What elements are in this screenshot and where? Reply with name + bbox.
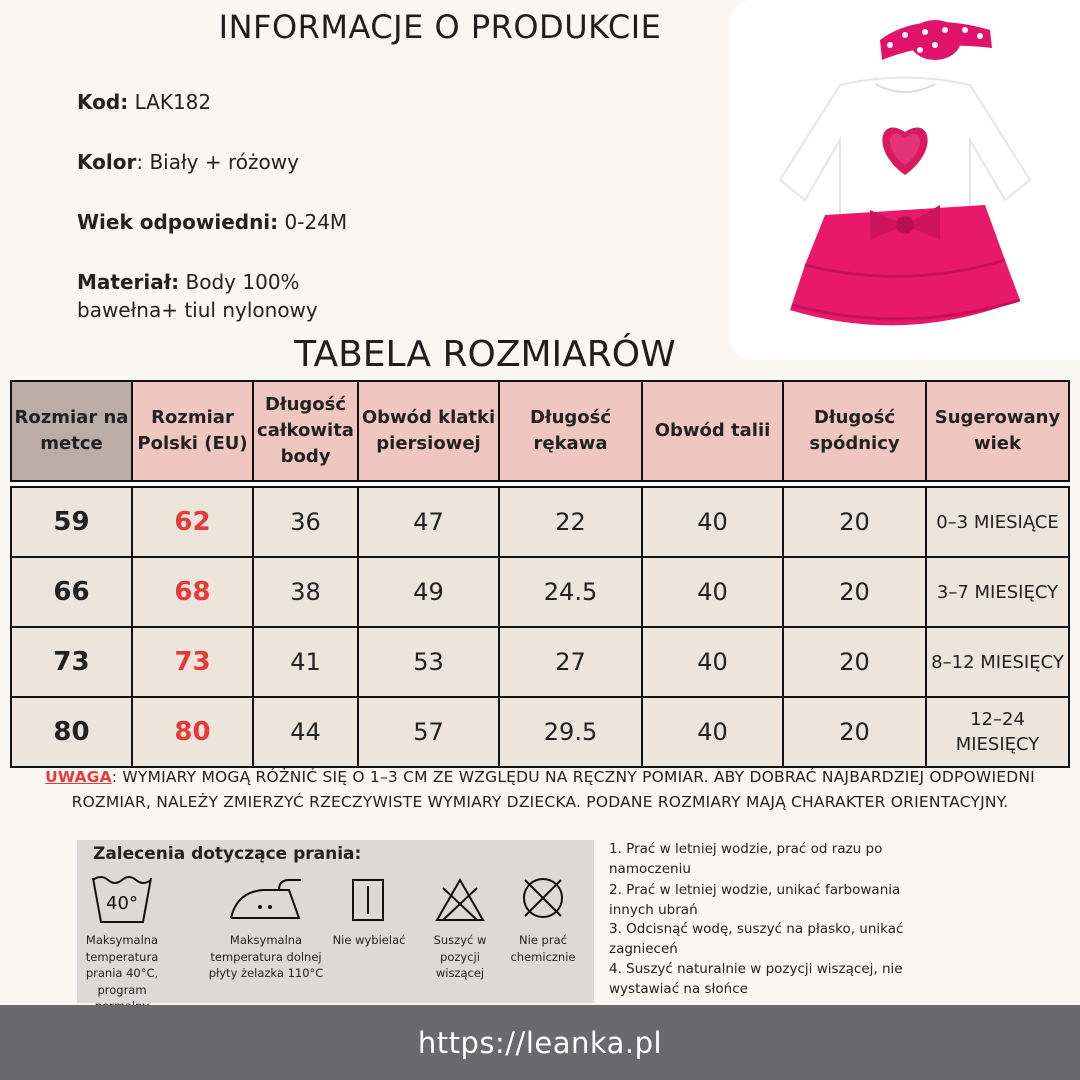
care-instructions: [609, 840, 929, 999]
wash-temp-text: 40°: [106, 893, 138, 914]
table-row: [11, 487, 1069, 557]
line-dry-icon: [435, 878, 485, 927]
col-header-sleeve: Długość rękawa: [499, 381, 642, 481]
cell-sleeve: 24.5: [499, 557, 642, 627]
wash-caption-2: Maksymalna temperatura dolnej płyty żelazka 110°C: [208, 933, 324, 980]
wash-40-icon: [91, 874, 153, 931]
size-table-header-row: [11, 381, 1069, 481]
table-row: [11, 627, 1069, 697]
col-header-body-length: Długość całkowita body: [253, 381, 358, 481]
care-item: 4. Suszyć naturalnie w pozycji wiszącej, nie wystawiać na słońce: [609, 961, 903, 997]
col-header-waist: Obwód talii: [642, 381, 783, 481]
iron-110-icon: [229, 874, 303, 931]
cell-skirt-length: 20: [783, 487, 926, 557]
note-line-1-text: : WYMIARY MOGĄ RÓŻNIĆ SIĘ O 1–3 CM ZE WZGLĘDU NA RĘCZNY POMIAR. ABY DOBRAĆ NAJBARDZIEJ ODPOWIEDNI: [111, 768, 1035, 786]
cell-body-length: 38: [253, 557, 358, 627]
cell-chest: 49: [358, 557, 499, 627]
product-material-value: Body 100% bawełna+ tiul nylonowy: [77, 270, 318, 322]
product-age-value: 0-24M: [284, 210, 348, 234]
cell-chest: 47: [358, 487, 499, 557]
product-color-value: : Biały + różowy: [136, 150, 299, 174]
cell-sleeve: 22: [499, 487, 642, 557]
wash-caption-4: Suszyć w pozycji wiszącej: [433, 933, 487, 980]
cell-waist: 40: [642, 487, 783, 557]
size-table: [10, 380, 1070, 768]
cell-skirt-length: 20: [783, 697, 926, 767]
product-color-label: Kolor: [77, 150, 137, 174]
product-info-title: INFORMACJE O PRODUKCIE: [218, 8, 662, 46]
cell-age: 12–24 MIESIĘCY: [926, 697, 1069, 767]
cell-body-length: 41: [253, 627, 358, 697]
cell-body-length: 44: [253, 697, 358, 767]
cell-polish-size: 80: [132, 697, 253, 767]
no-tumble-dry-icon: [351, 878, 385, 927]
no-dry-clean-icon: [521, 876, 565, 925]
product-code-value: LAK182: [134, 90, 212, 114]
cell-polish-size: 73: [132, 627, 253, 697]
cell-skirt-length: 20: [783, 557, 926, 627]
cell-polish-size: 68: [132, 557, 253, 627]
product-age-label: Wiek odpowiedni:: [77, 210, 279, 234]
cell-sleeve: 27: [499, 627, 642, 697]
product-code-label: Kod:: [77, 90, 129, 114]
cell-tag-size: 59: [11, 487, 132, 557]
col-header-age: Sugerowany wiek: [926, 381, 1069, 481]
wash-caption-5: Nie prać chemicznie: [510, 933, 576, 964]
cell-tag-size: 80: [11, 697, 132, 767]
footer: [0, 1005, 1080, 1080]
table-row: [11, 697, 1069, 767]
product-photo: [730, 0, 1080, 360]
cell-age: 3–7 MIESIĘCY: [926, 557, 1069, 627]
col-header-tag-size: Rozmiar na metce: [11, 381, 132, 481]
size-note-line-2: ROZMIAR, NALEŻY ZMIERZYĆ RZECZYWISTE WYMIARY DZIECKA. PODANE ROZMIARY MAJĄ CHARAKTER ORIENTACYJNY.: [71, 793, 1009, 811]
care-item: 1. Prać w letniej wodzie, prać od razu po namoczeniu: [609, 841, 883, 877]
col-header-skirt-length: Długość spódnicy: [783, 381, 926, 481]
cell-waist: 40: [642, 557, 783, 627]
product-age: [77, 210, 347, 234]
cell-age: 0–3 MIESIĄCE: [926, 487, 1069, 557]
size-note: [0, 765, 1080, 815]
cell-polish-size: 62: [132, 487, 253, 557]
cell-sleeve: 29.5: [499, 697, 642, 767]
cell-waist: 40: [642, 627, 783, 697]
cell-tag-size: 66: [11, 557, 132, 627]
wash-caption-3: Nie wybielać: [332, 933, 406, 947]
col-header-polish-size: Rozmiar Polski (EU): [132, 381, 253, 481]
footer-url-link[interactable]: https://leanka.pl: [417, 1025, 663, 1060]
product-material-label: Materiał:: [77, 270, 180, 294]
baby-outfit-illustration: [730, 0, 1080, 360]
product-color: [77, 150, 299, 174]
cell-body-length: 36: [253, 487, 358, 557]
table-row: [11, 557, 1069, 627]
cell-skirt-length: 20: [783, 627, 926, 697]
headband: [880, 20, 992, 60]
washing-panel: [77, 840, 594, 1003]
cell-chest: 57: [358, 697, 499, 767]
care-item: 2. Prać w letniej wodzie, unikać farbowania innych ubrań: [609, 882, 901, 918]
note-warning-label: UWAGA: [45, 768, 112, 786]
cell-tag-size: 73: [11, 627, 132, 697]
product-code: [77, 90, 211, 114]
product-material: [77, 268, 377, 324]
col-header-chest: Obwód klatki piersiowej: [358, 381, 499, 481]
tutu-skirt: [790, 205, 1020, 325]
washing-title: Zalecenia dotyczące prania:: [93, 844, 362, 864]
cell-age: 8–12 MIESIĘCY: [926, 627, 1069, 697]
cell-chest: 53: [358, 627, 499, 697]
care-item: 3. Odcisnąć wodę, suszyć na płasko, unikać zagnieceń: [609, 921, 904, 957]
wash-caption-1: Maksymalna temperatura prania 40°C, program: [85, 933, 159, 997]
cell-waist: 40: [642, 697, 783, 767]
size-table-title: TABELA ROZMIARÓW: [294, 334, 676, 375]
size-note-line-1: [0, 765, 1080, 790]
